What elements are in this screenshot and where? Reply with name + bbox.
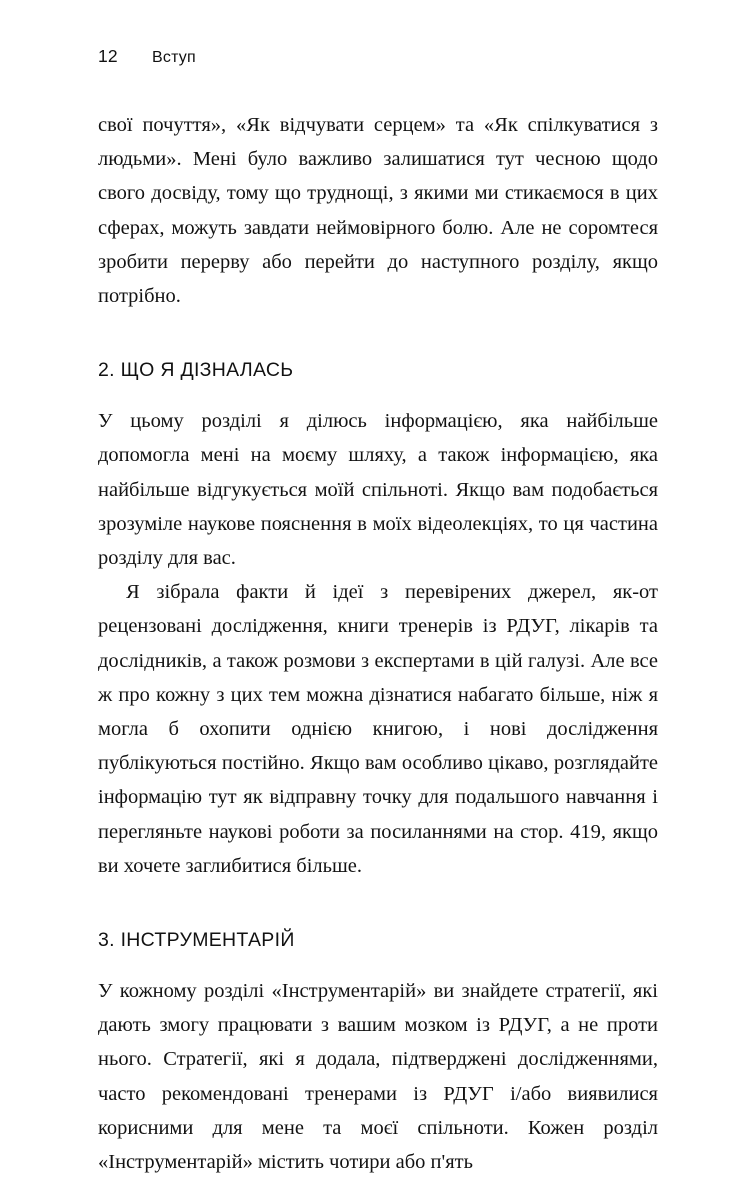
paragraph: Я зібрала факти й ідеї з перевірених джерел, як-от рецензовані дослідження, книги тренерів із РДУГ, лікарів та дослідників, а також розмови з експертами в цій галузі. Але все ж про кожну з цих тем можна дізнатися набагато більше, ніж я могла б охопити однією книгою, і нові дослідження публікуються постійно. Якщо вам особливо цікаво, розглядайте інформацію тут як відправну точку для подальшого навчання і перегляньте наукові роботи за посиланнями на стор. 419, якщо ви хочете заглибитися більше. [98,581,658,877]
paragraph: У кожному розділі «Інструментарій» ви знайдете стратегії, які дають змогу працювати з вашим мозком із РДУГ, а не проти нього. Стратегії, які я додала, підтверджені дослідженнями, часто рекомендовані тренерами із РДУГ і/або виявилися корисними для мене та моєї спільноти. Кожен розділ «Інструментарій» містить чотири або п'ять [98,980,658,1174]
paragraph-intro: свої почуття», «Як відчувати серцем» та «Як спілкуватися з людьми». Мені було важливо залишатися тут чесною щодо свого досвіду, тому що труднощі, з якими ми стикаємося в цих сферах, можуть завдати неймовірного болю. Але не соромтеся зробити перерву або перейти до наступного розділу, якщо потрібно. [98,114,658,308]
page-number: 12 [98,46,118,66]
paragraph: У цьому розділі я ділюсь інформацією, яка найбільше допомогла мені на моєму шляху, а також інформацією, яка найбільше відгукується моїй спільноті. Якщо вам подобається зрозуміле наукове пояснення в моїх відеолекціях, то ця частина розділу для вас. [98,410,658,570]
running-head [98,46,658,84]
body-text [98,108,658,1179]
section-heading-2: 2. ЩО Я ДІЗНАЛАСЬ [98,359,294,382]
section-heading-3: 3. ІНСТРУМЕНТАРІЙ [98,929,295,952]
chapter-title: Вступ [152,49,196,66]
